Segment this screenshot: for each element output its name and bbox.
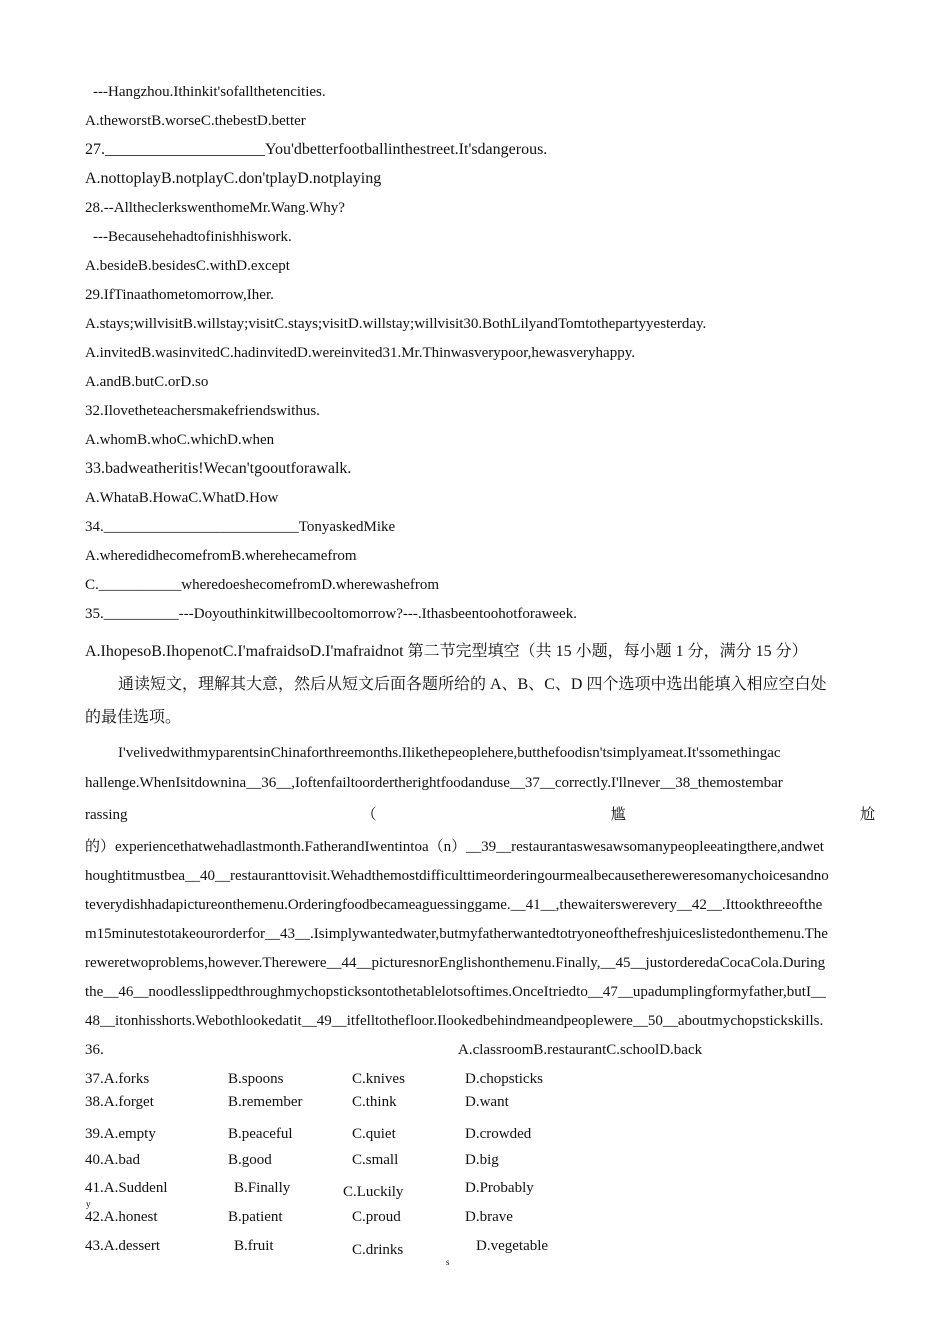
- choice-d: D.Probably: [465, 1180, 534, 1196]
- choice-c: C.quiet: [352, 1126, 396, 1142]
- choice-d: D.want: [465, 1094, 509, 1110]
- options-30: A.invitedB.wasinvitedC.hadinvitedD.wereinvited31.Mr.Thinwasverypoor,hewasveryhappy.: [85, 345, 635, 361]
- passage-line: m15minutestotakeourorderfor__43__.Isimplywantedwater,butmyfatherwantedtotryoneofthefreshjuiceslistedonthemenu.The: [85, 926, 828, 942]
- passage-line: hallenge.WhenIsitdownina__36__,Ioftenfailtoordertherightfoodanduse__37__correctly.I'llnever__38_themostembar: [85, 775, 783, 791]
- question-28: 28.--AlltheclerkswenthomeMr.Wang.Why?: [85, 200, 345, 216]
- passage-line: 的）experiencethatwehadlastmonth.FatherandIwentintoa（n）__39__restaurantaswesawsomanypeopleeatingthere,andwet: [85, 839, 824, 855]
- choice-a: 41.A.Suddenl: [85, 1180, 168, 1196]
- choice-c: C.small: [352, 1152, 399, 1168]
- options-34a: A.wheredidhecomefromB.wherehecamefrom: [85, 548, 357, 564]
- passage-line: houghtitmustbea__40__restauranttovisit.Wehadthemostdifficulttimeorderingourmealbecausetherewere​somanychoicesandno: [85, 868, 829, 884]
- question-34: 34.__________________________TonyaskedMike: [85, 519, 396, 535]
- question-36-number: 36.: [85, 1042, 104, 1058]
- options-34b: C.___________wheredoeshecomefromD.wherewashefrom: [85, 577, 440, 593]
- question-36-options: A.classroomB.restaurantC.schoolD.back: [458, 1042, 703, 1058]
- choice-b: B.Finally: [234, 1180, 291, 1196]
- choice-c: C.Luckily: [343, 1184, 404, 1200]
- options-31: A.andB.butC.orD.so: [85, 374, 209, 390]
- question-27: 27.____________________You'dbetterfootballinthestreet.It'sdangerous.: [85, 141, 548, 158]
- choice-c: C.knives: [352, 1071, 405, 1087]
- options-29: A.stays;willvisitB.willstay;visitC.stays;visitD.willstay;willvisit30.BothLilyandTomtothepartyyesterday.: [85, 316, 707, 332]
- passage-line: teverydishhadapictureonthemenu.Orderingfoodbecameaguessinggame.__41__,thewaiterswerevery__42__.Ittookthreeofthe: [85, 897, 823, 913]
- choice-b: B.peaceful: [228, 1126, 293, 1142]
- choice-b: B.fruit: [234, 1238, 274, 1254]
- passage-line: 48__itonhisshorts.Webothlookedatit__49__itfelltothefloor.Ilookedbehindmeandpeoplewere__50__aboutmychopstickskills.: [85, 1013, 824, 1029]
- choice-a: 40.A.bad: [85, 1152, 140, 1168]
- text-line: ---Hangzhou.Ithinkit'sofallthetencities.: [93, 84, 326, 100]
- text-line: ---Becausehehadtofinishhiswork.: [93, 229, 292, 245]
- passage-word: 尬: [859, 807, 875, 823]
- choice-c: C.proud: [352, 1209, 401, 1225]
- overflow-glyph: y: [86, 1199, 91, 1209]
- choice-b: B.patient: [228, 1209, 283, 1225]
- choice-d: D.crowded: [465, 1126, 532, 1142]
- choice-b: B.good: [228, 1152, 272, 1168]
- options-32: A.whomB.whoC.whichD.when: [85, 432, 275, 448]
- question-32: 32.Ilovetheteachersmakefriendswithus.: [85, 403, 320, 419]
- question-29: 29.IfTinaathometomorrow,Iher.: [85, 287, 274, 303]
- choice-d: D.vegetable: [476, 1238, 549, 1254]
- options-28: A.besideB.besidesC.withD.except: [85, 258, 290, 274]
- section-heading: A.IhopesoB.IhopenotC.I'mafraidsoD.I'mafraidnot 第二节完型填空（共 15 小题，每小题 1 分，满分 15 分）: [85, 643, 808, 660]
- question-35: 35.__________---Doyouthinkitwillbecooltomorrow?---.Ithasbeentoohotforaweek.: [85, 606, 577, 622]
- choice-a: 37.A.forks: [85, 1071, 150, 1087]
- choice-c: C.drinks: [352, 1242, 404, 1258]
- choice-a: 42.A.honest: [85, 1209, 158, 1225]
- choice-a: 43.A.dessert: [85, 1238, 160, 1254]
- choice-d: D.chopsticks: [465, 1071, 543, 1087]
- instructions: 通读短文，理解其大意，然后从短文后面各题所给的 A、B、C、D 四个选项中选出能填入相应空白处: [118, 676, 827, 693]
- passage-line: [85, 805, 875, 825]
- passage-word: rassing: [85, 807, 128, 823]
- options-27: A.nottoplayB.notplayC.don'tplayD.notplaying: [85, 170, 382, 187]
- choice-d: D.big: [465, 1152, 499, 1168]
- overflow-glyph: s: [446, 1257, 450, 1267]
- choice-b: B.spoons: [228, 1071, 284, 1087]
- choice-a: 39.A.empty: [85, 1126, 156, 1142]
- choice-a: 38.A.forget: [85, 1094, 154, 1110]
- passage-word: （: [361, 807, 377, 823]
- options-33: A.WhataB.HowaC.WhatD.How: [85, 490, 279, 506]
- passage-line: the__46__noodlesslippedthroughmychopsticksontothetablelotsoftimes.OnceItriedto__47__upadumplingformyfather,butI__: [85, 984, 826, 1000]
- text-line: A.theworstB.worseC.thebestD.better: [85, 113, 306, 129]
- passage-line: reweretwoproblems,however.Therewere__44__picturesnorEnglishonthemenu.Finally,__45__justorderedaCocaCola.During: [85, 955, 826, 971]
- choice-c: C.think: [352, 1094, 397, 1110]
- passage-word: 尴: [610, 807, 626, 823]
- passage-line: I'velivedwithmyparentsinChinaforthreemonths.Ilikethepeoplehere,butthefoodisn'tsimplyameat.It'ssomethingac: [118, 745, 781, 761]
- choice-d: D.brave: [465, 1209, 513, 1225]
- instructions-cont: 的最佳选项。: [85, 709, 182, 726]
- question-33: 33.badweatheritis!Wecan'tgooutforawalk.: [85, 460, 352, 477]
- choice-b: B.remember: [228, 1094, 303, 1110]
